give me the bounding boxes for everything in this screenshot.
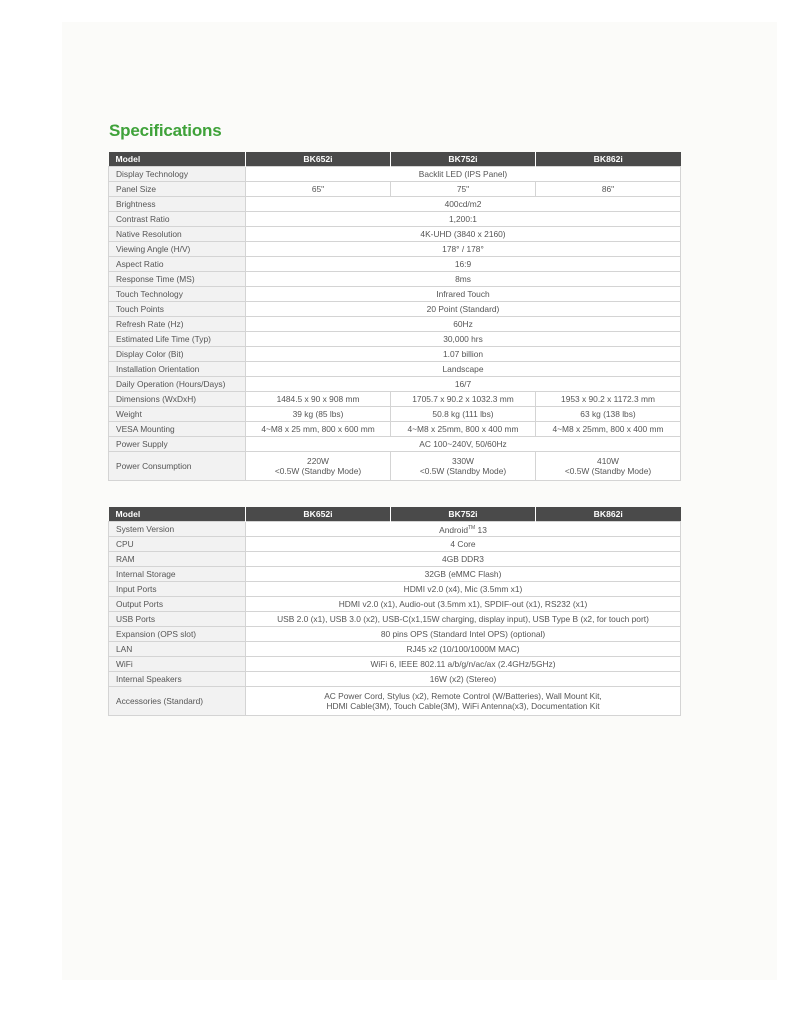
table-row <box>109 212 681 227</box>
row-label: LAN <box>109 642 246 657</box>
row-value: 63 kg (138 lbs) <box>536 407 681 422</box>
row-label: Refresh Rate (Hz) <box>109 317 246 332</box>
power-watts: 410W <box>597 456 619 466</box>
row-value: 86" <box>536 182 681 197</box>
table-row <box>109 552 681 567</box>
row-value <box>536 452 681 481</box>
accessories-line: HDMI Cable(3M), Touch Cable(3M), WiFi Antenna(x3), Documentation Kit <box>326 701 600 711</box>
row-label: WiFi <box>109 657 246 672</box>
table-row <box>109 302 681 317</box>
row-value: 30,000 hrs <box>246 332 681 347</box>
table-header-row <box>109 507 681 522</box>
row-value <box>246 522 681 537</box>
row-label: Power Supply <box>109 437 246 452</box>
row-value: 80 pins OPS (Standard Intel OPS) (optional) <box>246 627 681 642</box>
row-value: Backlit LED (IPS Panel) <box>246 167 681 182</box>
row-value: AC 100~240V, 50/60Hz <box>246 437 681 452</box>
power-watts: 220W <box>307 456 329 466</box>
row-value: HDMI v2.0 (x4), Mic (3.5mm x1) <box>246 582 681 597</box>
row-label: Internal Speakers <box>109 672 246 687</box>
row-value: 4~M8 x 25mm, 800 x 400 mm <box>391 422 536 437</box>
row-value: 400cd/m2 <box>246 197 681 212</box>
row-value: 50.8 kg (111 lbs) <box>391 407 536 422</box>
row-value: 16/7 <box>246 377 681 392</box>
table-row <box>109 567 681 582</box>
table-row <box>109 272 681 287</box>
row-value: 4 Core <box>246 537 681 552</box>
row-value: 4~M8 x 25mm, 800 x 400 mm <box>536 422 681 437</box>
power-standby: <0.5W (Standby Mode) <box>564 466 652 476</box>
row-label: RAM <box>109 552 246 567</box>
header-model: Model <box>109 152 246 167</box>
row-label: USB Ports <box>109 612 246 627</box>
row-label: VESA Mounting <box>109 422 246 437</box>
table-row <box>109 257 681 272</box>
row-value: 4GB DDR3 <box>246 552 681 567</box>
table-row <box>109 197 681 212</box>
table-row <box>109 437 681 452</box>
power-watts: 330W <box>452 456 474 466</box>
accessories-line: AC Power Cord, Stylus (x2), Remote Control (W/Batteries), Wall Mount Kit, <box>324 691 602 701</box>
row-value: 4K-UHD (3840 x 2160) <box>246 227 681 242</box>
table-row <box>109 537 681 552</box>
row-value: Landscape <box>246 362 681 377</box>
table-header-row <box>109 152 681 167</box>
table-row <box>109 687 681 716</box>
header-bk652i: BK652i <box>246 507 391 522</box>
row-value: 8ms <box>246 272 681 287</box>
header-bk862i: BK862i <box>536 507 681 522</box>
row-label: Panel Size <box>109 182 246 197</box>
row-value <box>246 452 391 481</box>
power-standby: <0.5W (Standby Mode) <box>274 466 362 476</box>
row-value: 75" <box>391 182 536 197</box>
row-value <box>246 687 681 716</box>
table-row <box>109 612 681 627</box>
table-row <box>109 452 681 481</box>
row-label: Estimated Life Time (Typ) <box>109 332 246 347</box>
row-label: System Version <box>109 522 246 537</box>
header-bk752i: BK752i <box>391 152 536 167</box>
table-row <box>109 362 681 377</box>
os-version: 13 <box>475 524 487 535</box>
table-row <box>109 597 681 612</box>
table-row <box>109 377 681 392</box>
table-row <box>109 422 681 437</box>
table-row <box>109 582 681 597</box>
row-label: Internal Storage <box>109 567 246 582</box>
table-row <box>109 182 681 197</box>
row-label: Contrast Ratio <box>109 212 246 227</box>
row-value: RJ45 x2 (10/100/1000M MAC) <box>246 642 681 657</box>
row-label: Expansion (OPS slot) <box>109 627 246 642</box>
row-label: Display Color (Bit) <box>109 347 246 362</box>
header-bk652i: BK652i <box>246 152 391 167</box>
row-value: HDMI v2.0 (x1), Audio-out (3.5mm x1), SPDIF-out (x1), RS232 (x1) <box>246 597 681 612</box>
row-value: Infrared Touch <box>246 287 681 302</box>
row-value <box>391 452 536 481</box>
row-value: 20 Point (Standard) <box>246 302 681 317</box>
row-value: 16W (x2) (Stereo) <box>246 672 681 687</box>
table-row <box>109 672 681 687</box>
header-bk752i: BK752i <box>391 507 536 522</box>
row-value: 4~M8 x 25 mm, 800 x 600 mm <box>246 422 391 437</box>
header-model: Model <box>109 507 246 522</box>
row-value: USB 2.0 (x1), USB 3.0 (x2), USB-C(x1,15W charging, display input), USB Type B (x2, for touch port) <box>246 612 681 627</box>
row-label: Weight <box>109 407 246 422</box>
os-name: Android <box>439 524 468 535</box>
power-standby: <0.5W (Standby Mode) <box>419 466 507 476</box>
row-value: 60Hz <box>246 317 681 332</box>
header-bk862i: BK862i <box>536 152 681 167</box>
row-label: Display Technology <box>109 167 246 182</box>
row-label: Input Ports <box>109 582 246 597</box>
row-label: Output Ports <box>109 597 246 612</box>
page-title: Specifications <box>109 121 222 140</box>
row-label: Viewing Angle (H/V) <box>109 242 246 257</box>
table-row <box>109 227 681 242</box>
row-label: CPU <box>109 537 246 552</box>
row-value: 16:9 <box>246 257 681 272</box>
row-value: 1484.5 x 90 x 908 mm <box>246 392 391 407</box>
table-row <box>109 407 681 422</box>
table-row <box>109 317 681 332</box>
row-value: 1705.7 x 90.2 x 1032.3 mm <box>391 392 536 407</box>
row-label: Aspect Ratio <box>109 257 246 272</box>
display-specs-table <box>108 152 681 481</box>
trademark-mark: TM <box>467 525 476 532</box>
row-value: 39 kg (85 lbs) <box>246 407 391 422</box>
row-label: Touch Technology <box>109 287 246 302</box>
table-row <box>109 642 681 657</box>
table-row <box>109 167 681 182</box>
row-value: 65" <box>246 182 391 197</box>
table-row <box>109 242 681 257</box>
row-label: Response Time (MS) <box>109 272 246 287</box>
table-row <box>109 332 681 347</box>
row-value: WiFi 6, IEEE 802.11 a/b/g/n/ac/ax (2.4GHz/5GHz) <box>246 657 681 672</box>
row-value: 32GB (eMMC Flash) <box>246 567 681 582</box>
row-label: Daily Operation (Hours/Days) <box>109 377 246 392</box>
row-label: Accessories (Standard) <box>109 687 246 716</box>
table-row <box>109 392 681 407</box>
table-row <box>109 522 681 537</box>
display-specs-body <box>109 167 681 481</box>
table-row <box>109 627 681 642</box>
row-label: Touch Points <box>109 302 246 317</box>
table-row <box>109 287 681 302</box>
row-value: 178° / 178° <box>246 242 681 257</box>
table-row <box>109 657 681 672</box>
row-label: Native Resolution <box>109 227 246 242</box>
system-specs-table <box>108 507 681 716</box>
row-value: 1953 x 90.2 x 1172.3 mm <box>536 392 681 407</box>
row-label: Power Consumption <box>109 452 246 481</box>
row-label: Dimensions (WxDxH) <box>109 392 246 407</box>
row-value: 1,200:1 <box>246 212 681 227</box>
row-label: Installation Orientation <box>109 362 246 377</box>
row-value: 1.07 billion <box>246 347 681 362</box>
row-label: Brightness <box>109 197 246 212</box>
table-row <box>109 347 681 362</box>
system-specs-body <box>109 522 681 716</box>
